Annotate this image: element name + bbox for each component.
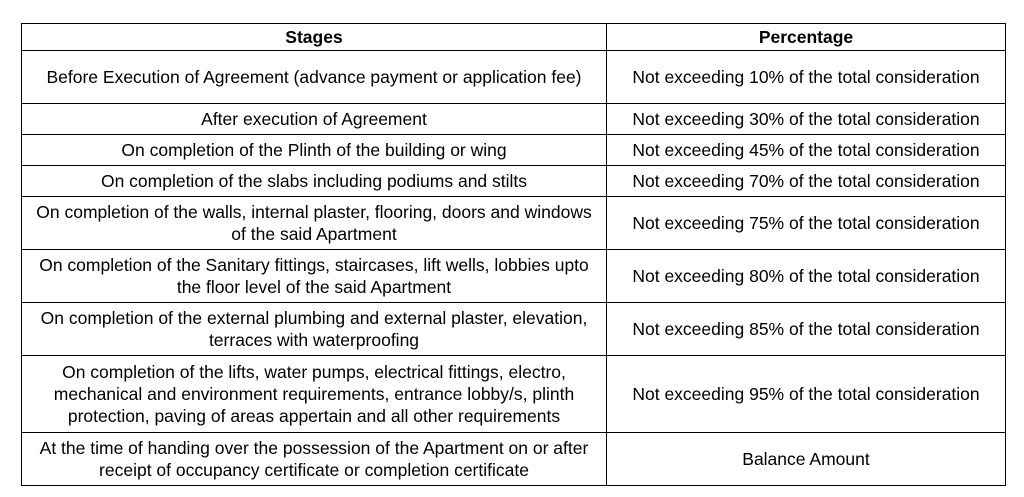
stage-cell: At the time of handing over the possession of the Apartment on or after receipt of occupancy certificate or completion certificate — [22, 433, 607, 486]
percentage-cell: Not exceeding 10% of the total consideration — [607, 51, 1006, 104]
stage-cell: On completion of the external plumbing and external plaster, elevation, terraces with waterproofing — [22, 303, 607, 356]
table-row — [22, 104, 1006, 135]
percentage-cell: Not exceeding 70% of the total consideration — [607, 166, 1006, 197]
stage-cell: On completion of the lifts, water pumps, electrical fittings, electro, mechanical and environment requirements, entrance lobby/s, plinth protection, paving of areas appertain and all other requirements — [22, 356, 607, 433]
table-row — [22, 433, 1006, 486]
header-percentage: Percentage — [607, 24, 1006, 51]
percentage-cell: Balance Amount — [607, 433, 1006, 486]
percentage-cell: Not exceeding 85% of the total consideration — [607, 303, 1006, 356]
percentage-cell: Not exceeding 75% of the total consideration — [607, 197, 1006, 250]
table-row — [22, 356, 1006, 433]
stage-cell: Before Execution of Agreement (advance payment or application fee) — [22, 51, 607, 104]
percentage-cell: Not exceeding 80% of the total consideration — [607, 250, 1006, 303]
table-row — [22, 303, 1006, 356]
stage-cell: On completion of the Sanitary fittings, staircases, lift wells, lobbies upto the floor level of the said Apartment — [22, 250, 607, 303]
table-row — [22, 51, 1006, 104]
percentage-cell: Not exceeding 95% of the total consideration — [607, 356, 1006, 433]
stage-cell: On completion of the slabs including podiums and stilts — [22, 166, 607, 197]
table-row — [22, 197, 1006, 250]
payment-schedule-table — [21, 23, 1006, 486]
table-header-row — [22, 24, 1006, 51]
header-stages: Stages — [22, 24, 607, 51]
percentage-cell: Not exceeding 30% of the total consideration — [607, 104, 1006, 135]
table-row — [22, 250, 1006, 303]
stage-cell: On completion of the walls, internal plaster, flooring, doors and windows of the said Apartment — [22, 197, 607, 250]
table-row — [22, 166, 1006, 197]
table-row — [22, 135, 1006, 166]
stage-cell: On completion of the Plinth of the building or wing — [22, 135, 607, 166]
stage-cell: After execution of Agreement — [22, 104, 607, 135]
percentage-cell: Not exceeding 45% of the total consideration — [607, 135, 1006, 166]
